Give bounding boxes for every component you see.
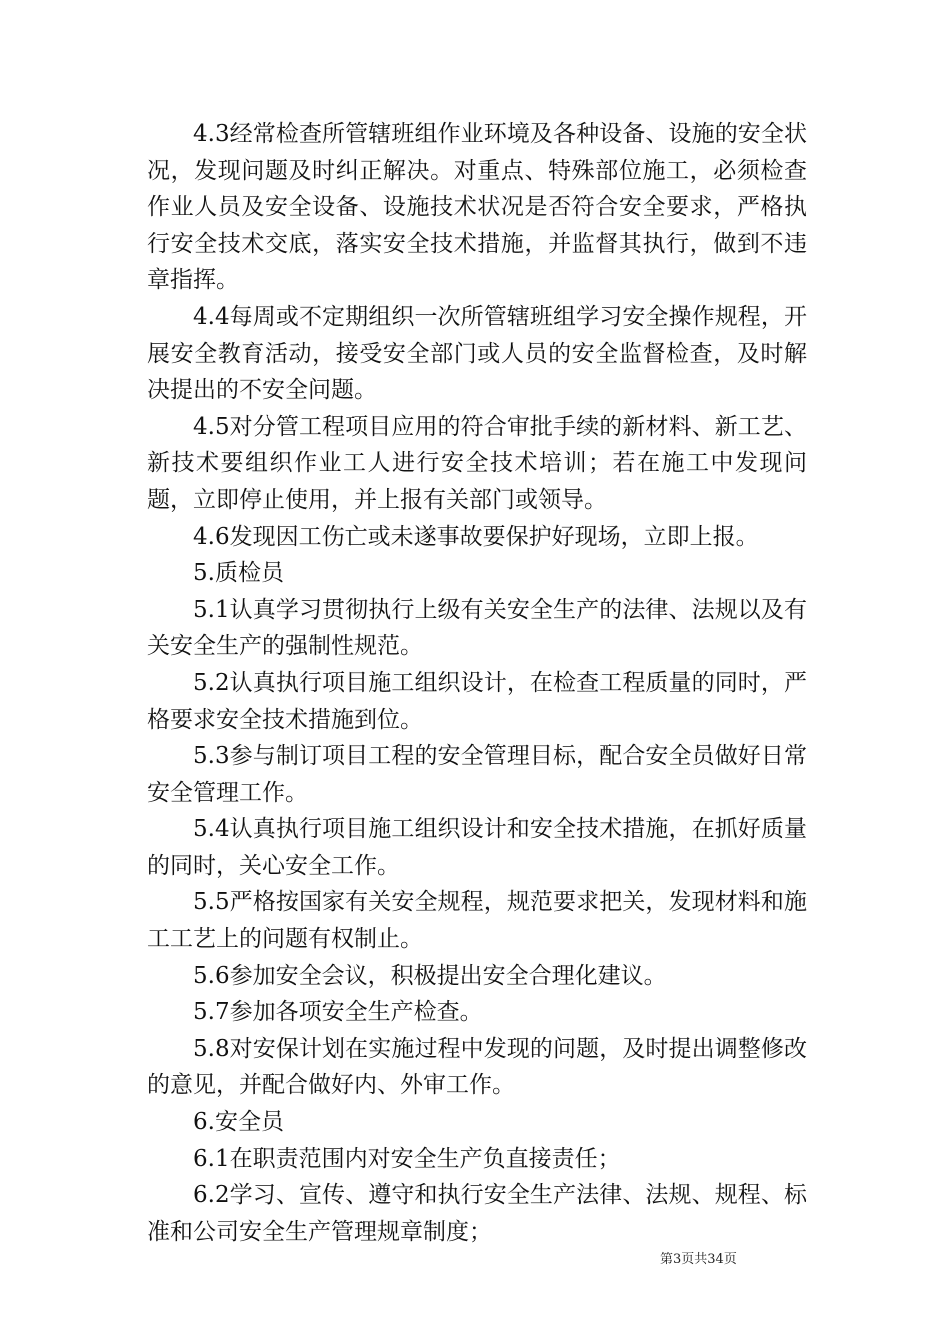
paragraph-5-4: 5.4认真执行项目施工组织设计和安全技术措施，在抓好质量的同时，关心安全工作。 — [147, 816, 807, 879]
paragraph-5-7: 5.7参加各项安全生产检查。 — [193, 999, 483, 1026]
paragraph-5-1: 5.1认真学习贯彻执行上级有关安全生产的法律、法规以及有关安全生产的强制性规范。 — [147, 596, 807, 660]
section-heading-5: 5.质检员 — [193, 560, 284, 587]
paragraph-4-6: 4.6发现因工伤亡或未遂事故要保护好现场，立即上报。 — [193, 523, 759, 550]
paragraph-4-3: 4.3经常检查所管辖班组作业环境及各种设备、设施的安全状况，发现问题及时纠正解决。对重点、特殊部位施工，必须检查作业人员及安全设备、设施技术状况是否符合安全要求，严格执行安全技术交底，落实安全技术措施，并监督其执行，做到不违章指挥。 — [147, 121, 807, 294]
paragraph-5-5: 5.5严格按国家有关安全规程，规范要求把关，发现材料和施工工艺上的问题有权制止。 — [147, 889, 807, 953]
paragraph-5-3: 5.3参与制订项目工程的安全管理目标，配合安全员做好日常安全管理工作。 — [147, 743, 807, 806]
page-number-footer: 第3页共34页 — [660, 1252, 737, 1267]
section-heading-6: 6.安全员 — [193, 1109, 284, 1136]
paragraph-6-2: 6.2学习、宣传、遵守和执行安全生产法律、法规、规程、标准和公司安全生产管理规章制度； — [147, 1182, 807, 1245]
document-body — [147, 116, 807, 1250]
paragraph-4-5: 4.5对分管工程项目应用的符合审批手续的新材料、新工艺、新技术要组织作业工人进行安全技术培训；若在施工中发现问题，立即停止使用，并上报有关部门或领导。 — [147, 413, 807, 513]
paragraph-5-8: 5.8对安保计划在实施过程中发现的问题，及时提出调整修改的意见，并配合做好内、外审工作。 — [147, 1035, 807, 1099]
paragraph-5-6: 5.6参加安全会议，积极提出安全合理化建议。 — [193, 962, 667, 989]
paragraph-6-1: 6.1在职责范围内对安全生产负直接责任； — [193, 1145, 621, 1172]
paragraph-4-4: 4.4每周或不定期组织一次所管辖班组学习安全操作规程，开展安全教育活动，接受安全部门或人员的安全监督检查，及时解决提出的不安全问题。 — [147, 303, 807, 404]
paragraph-5-2: 5.2认真执行项目施工组织设计，在检查工程质量的同时，严格要求安全技术措施到位。 — [147, 669, 807, 733]
